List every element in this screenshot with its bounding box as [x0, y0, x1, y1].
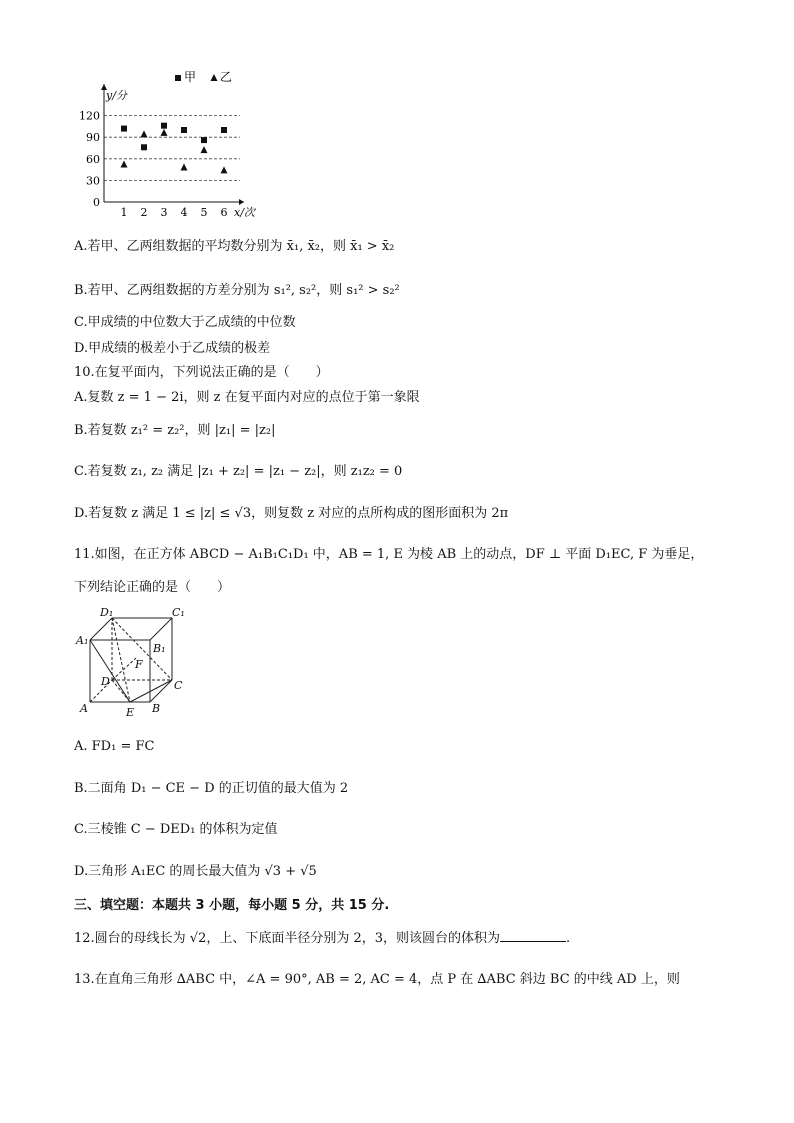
label-C: C: [174, 679, 183, 692]
point-yi-2: [141, 130, 148, 137]
point-jia-4: [181, 127, 187, 133]
q12-answer-blank[interactable]: [500, 929, 566, 942]
q9-option-a: A.若甲、乙两组数据的平均数分别为 x̄₁, x̄₂，则 x̄₁ > x̄₂: [74, 239, 395, 254]
point-yi-6: [221, 166, 228, 173]
cube-figure: [74, 606, 194, 722]
point-jia-6: [221, 127, 227, 133]
q12-end: .: [566, 931, 571, 946]
point-yi-3: [161, 129, 168, 136]
q10-option-b: B.若复数 z₁² = z₂²，则 |z₁| = |z₂|: [74, 423, 276, 438]
q13-question: 13.在直角三角形 ∆ABC 中，∠A = 90°, AB = 2, AC = 4，点 P 在 ∆ABC 斜边 BC 的中线 AD 上，则: [74, 972, 680, 987]
legend-label-yi: 乙: [220, 70, 233, 84]
y-tick-60: 60: [86, 152, 100, 166]
point-yi-4: [181, 163, 188, 170]
y-tick-120: 120: [79, 109, 100, 123]
q11-option-a: A. FD₁ = FC: [74, 739, 155, 754]
label-C1: C₁: [172, 606, 185, 619]
y-tick-90: 90: [86, 131, 100, 145]
point-yi-5: [201, 146, 208, 153]
point-yi-1: [121, 161, 128, 168]
x-tick-6: 6: [220, 206, 228, 219]
label-E: E: [126, 706, 135, 719]
x-tick-5: 5: [200, 206, 208, 219]
scatter-chart: [74, 66, 274, 224]
q11-option-b: B.二面角 D₁ − CE − D 的正切值的最大值为 2: [74, 781, 349, 796]
q9-option-b: B.若甲、乙两组数据的方差分别为 s₁², s₂²，则 s₁² > s₂²: [74, 283, 400, 298]
q11-option-c: C.三棱锥 C − DED₁ 的体积为定值: [74, 822, 278, 837]
q12-text: 12.圆台的母线长为 √2，上、下底面半径分别为 2，3，则该圆台的体积为: [74, 931, 501, 946]
q9-option-d: D.甲成绩的极差小于乙成绩的极差: [74, 341, 271, 356]
q11-option-d: D.三角形 A₁EC 的周长最大值为 √3 + √5: [74, 864, 317, 879]
x-tick-1: 1: [120, 206, 128, 219]
label-D: D: [101, 675, 110, 688]
point-jia-1: [121, 126, 127, 132]
x-tick-4: 4: [180, 206, 188, 219]
line-D1E: [112, 618, 130, 702]
q11-stem-line2: 下列结论正确的是（ ）: [74, 580, 231, 595]
point-jia-2: [141, 144, 147, 150]
section3-heading: 三、填空题：本题共 3 小题，每小题 5 分，共 15 分.: [74, 898, 390, 913]
label-B1: B₁: [153, 642, 166, 655]
x-tick-2: 2: [140, 206, 148, 219]
q10-option-c: C.若复数 z₁, z₂ 满足 |z₁ + z₂| = |z₁ − z₂|，则 z₁z₂ = 0: [74, 464, 403, 479]
y-tick-0: 0: [93, 196, 100, 209]
x-axis-arrow: [239, 199, 244, 205]
line-EC: [130, 680, 172, 702]
label-D1: D₁: [100, 606, 114, 619]
x-tick-3: 3: [160, 206, 168, 219]
y-tick-30: 30: [86, 174, 100, 188]
legend-label-jia: 甲: [184, 70, 197, 84]
q11-stem-line1: 11.如图，在正方体 ABCD − A₁B₁C₁D₁ 中，AB = 1, E 为棱 AB 上的动点，DF ⊥ 平面 D₁EC, F 为垂足，: [74, 547, 704, 562]
q10-stem: 10.在复平面内，下列说法正确的是（ ）: [74, 365, 329, 380]
x-axis-label: x/次: [234, 206, 255, 219]
label-B: B: [152, 702, 161, 715]
legend-marker-jia: [175, 75, 181, 81]
legend-marker-yi: [211, 74, 218, 81]
line-DF: [112, 658, 136, 680]
label-A1: A₁: [76, 634, 89, 647]
q10-option-d: D.若复数 z 满足 1 ≤ |z| ≤ √3，则复数 z 对应的点所构成的图形面积为 2π: [74, 506, 509, 521]
point-jia-5: [201, 137, 207, 143]
point-jia-3: [161, 123, 167, 129]
q10-option-a: A.复数 z = 1 − 2i，则 z 在复平面内对应的点位于第一象限: [74, 390, 420, 405]
y-axis-label: y/分: [106, 89, 127, 102]
line-A1E: [90, 640, 130, 702]
label-F: F: [135, 658, 143, 671]
q9-option-c: C.甲成绩的中位数大于乙成绩的中位数: [74, 315, 296, 330]
label-A: A: [80, 702, 88, 715]
q12-question: [74, 929, 570, 948]
